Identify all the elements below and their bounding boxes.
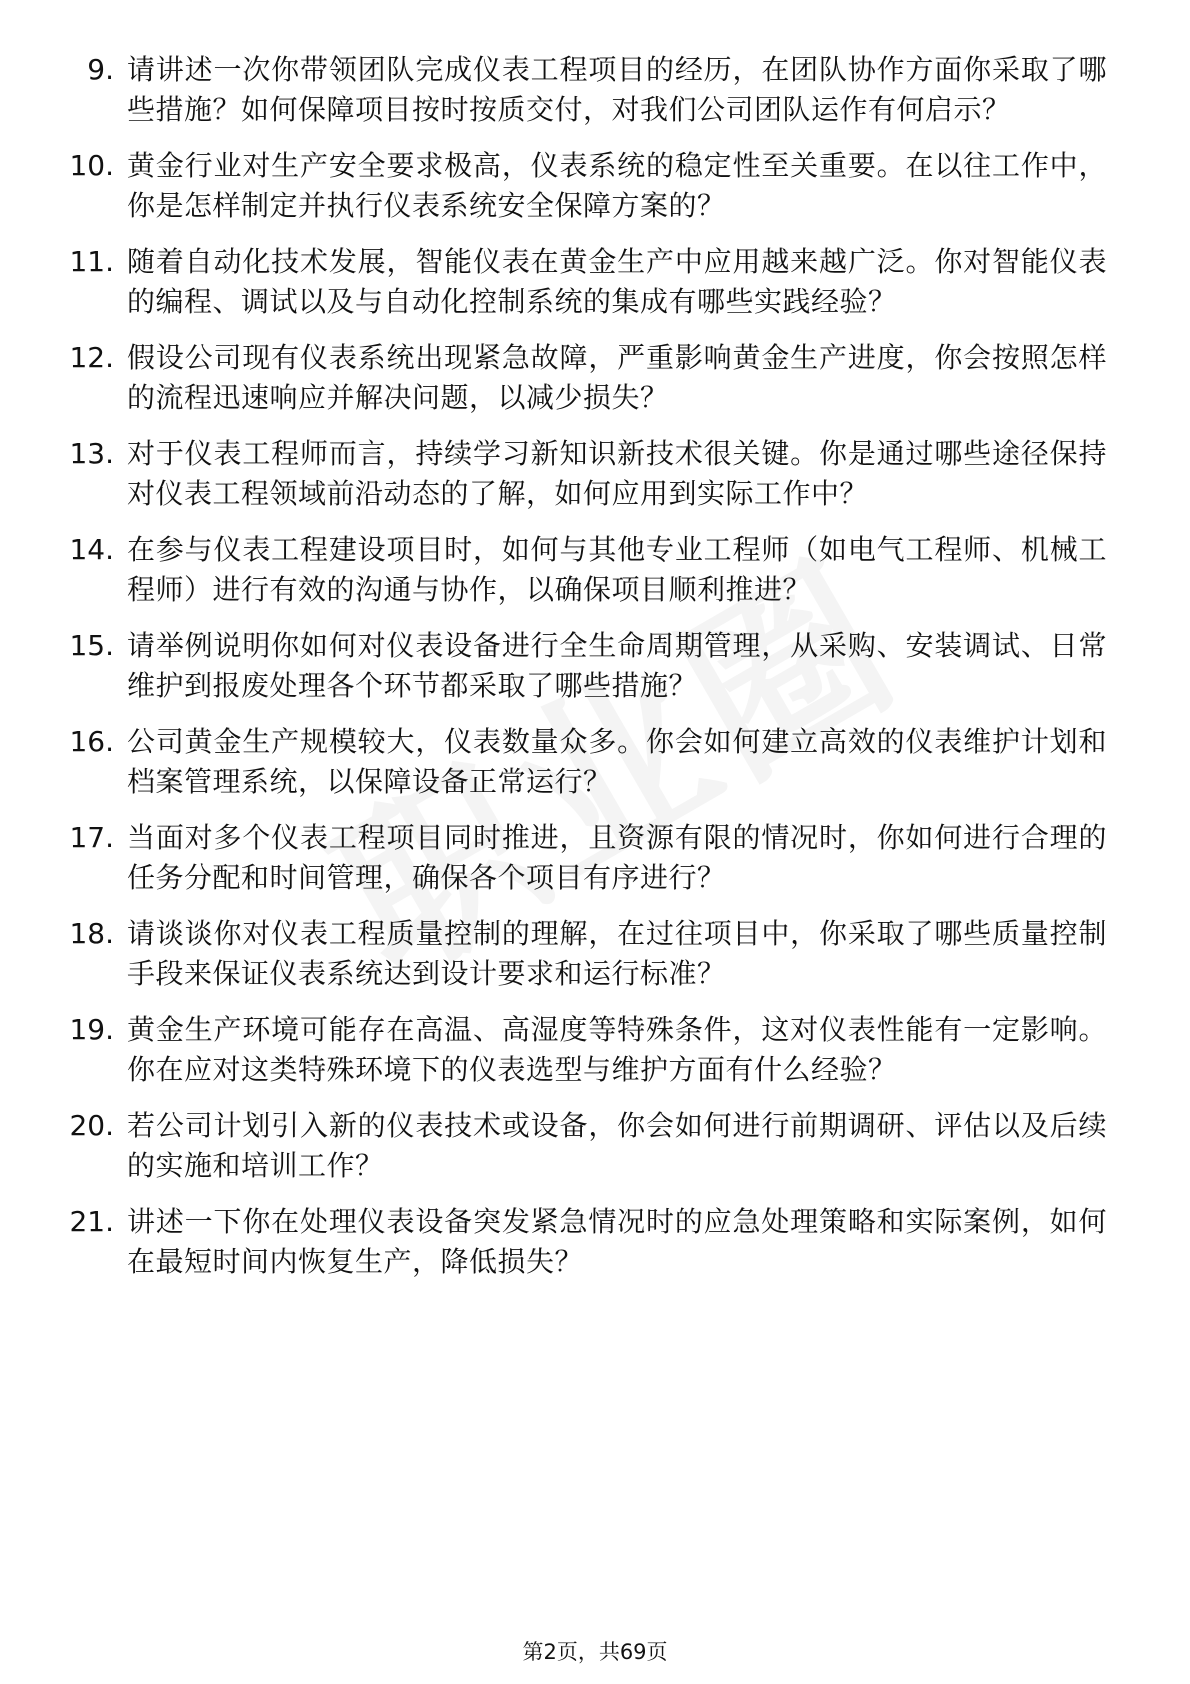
question-item xyxy=(0,242,1190,322)
question-item xyxy=(0,434,1190,514)
question-text: 请讲述一次你带领团队完成仪表工程项目的经历，在团队协作方面你采取了哪些措施？如何保障项目按时按质交付，对我们公司团队运作有何启示？ xyxy=(127,53,1107,126)
question-item xyxy=(0,914,1190,994)
question-number: 17. xyxy=(69,821,114,854)
question-number: 20. xyxy=(69,1109,114,1142)
question-item xyxy=(0,530,1190,610)
question-number: 14. xyxy=(69,533,114,566)
page-footer: 第2页，共69页 xyxy=(522,1640,668,1664)
question-item xyxy=(0,722,1190,802)
question-number: 16. xyxy=(69,725,114,758)
question-item xyxy=(0,1202,1190,1282)
question-text: 假设公司现有仪表系统出现紧急故障，严重影响黄金生产进度，你会按照怎样的流程迅速响应并解决问题，以减少损失？ xyxy=(127,341,1107,414)
question-text: 黄金行业对生产安全要求极高，仪表系统的稳定性至关重要。在以往工作中，你是怎样制定并执行仪表系统安全保障方案的？ xyxy=(127,149,1107,222)
question-item xyxy=(0,146,1190,226)
question-text: 请举例说明你如何对仪表设备进行全生命周期管理，从采购、安装调试、日常维护到报废处理各个环节都采取了哪些措施？ xyxy=(127,629,1107,702)
question-number: 10. xyxy=(69,149,114,182)
question-text: 当面对多个仪表工程项目同时推进，且资源有限的情况时，你如何进行合理的任务分配和时间管理，确保各个项目有序进行？ xyxy=(127,821,1107,894)
question-text: 请谈谈你对仪表工程质量控制的理解，在过往项目中，你采取了哪些质量控制手段来保证仪表系统达到设计要求和运行标准？ xyxy=(127,917,1107,990)
question-list xyxy=(0,50,1190,1298)
question-item xyxy=(0,1106,1190,1186)
question-item xyxy=(0,818,1190,898)
question-text: 若公司计划引入新的仪表技术或设备，你会如何进行前期调研、评估以及后续的实施和培训工作？ xyxy=(127,1109,1107,1182)
question-number: 15. xyxy=(69,629,114,662)
question-item xyxy=(0,50,1190,130)
question-item xyxy=(0,338,1190,418)
question-item xyxy=(0,1010,1190,1090)
question-text: 讲述一下你在处理仪表设备突发紧急情况时的应急处理策略和实际案例，如何在最短时间内恢复生产，降低损失？ xyxy=(127,1205,1107,1278)
question-text: 在参与仪表工程建设项目时，如何与其他专业工程师（如电气工程师、机械工程师）进行有效的沟通与协作，以确保项目顺利推进？ xyxy=(127,533,1107,606)
question-number: 21. xyxy=(69,1205,114,1238)
question-number: 13. xyxy=(69,437,114,470)
question-text: 对于仪表工程师而言，持续学习新知识新技术很关键。你是通过哪些途径保持对仪表工程领域前沿动态的了解，如何应用到实际工作中？ xyxy=(127,437,1107,510)
question-number: 9. xyxy=(87,53,114,86)
question-number: 12. xyxy=(69,341,114,374)
question-text: 公司黄金生产规模较大，仪表数量众多。你会如何建立高效的仪表维护计划和档案管理系统，以保障设备正常运行？ xyxy=(127,725,1107,798)
question-text: 黄金生产环境可能存在高温、高湿度等特殊条件，这对仪表性能有一定影响。你在应对这类特殊环境下的仪表选型与维护方面有什么经验？ xyxy=(127,1013,1107,1086)
question-number: 19. xyxy=(69,1013,114,1046)
question-item xyxy=(0,626,1190,706)
question-text: 随着自动化技术发展，智能仪表在黄金生产中应用越来越广泛。你对智能仪表的编程、调试以及与自动化控制系统的集成有哪些实践经验？ xyxy=(127,245,1107,318)
question-number: 18. xyxy=(69,917,114,950)
question-number: 11. xyxy=(69,245,114,278)
